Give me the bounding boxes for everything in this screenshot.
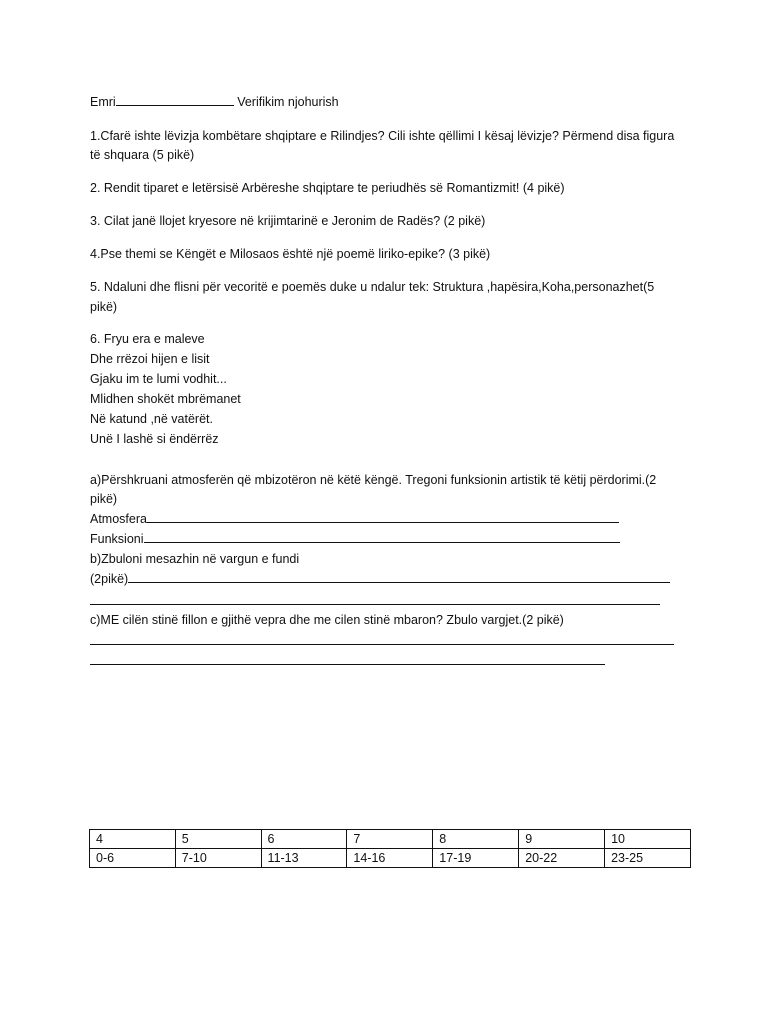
points-range-row — [90, 849, 691, 868]
answer-rule[interactable] — [90, 664, 605, 665]
answer-rule[interactable] — [90, 644, 674, 645]
poem-line: Në katund ,në vatërët. — [90, 412, 213, 426]
funksioni-blank[interactable] — [144, 529, 620, 543]
grade-cell: 8 — [433, 830, 519, 849]
poem-line: Mlidhen shokët mbrëmanet — [90, 392, 241, 406]
subquestion-c: c)ME cilën stinë fillon e gjithë vepra dhe me cilen stinë mbaron? Zbulo vargjet.(2 pikë) — [90, 613, 564, 627]
grade-cell: 9 — [519, 830, 605, 849]
subquestion-b-points: (2pikë) — [90, 572, 129, 586]
range-cell: 0-6 — [90, 849, 176, 868]
range-cell: 17-19 — [433, 849, 519, 868]
atmosfera-label: Atmosfera — [90, 512, 147, 526]
question-5-line-2: pikë) — [90, 300, 118, 314]
poem-line: Unë I lashë si ëndërrëz — [90, 432, 219, 446]
name-blank — [116, 92, 234, 106]
poem-line: Dhe rrëzoi hijen e lisit — [90, 352, 210, 366]
question-3: 3. Cilat janë llojet kryesore në krijimtarinë e Jeronim de Radës? (2 pikë) — [90, 214, 486, 228]
answer-rule[interactable] — [90, 604, 660, 605]
subquestion-a-line-2: pikë) — [90, 492, 118, 506]
subquestion-b: b)Zbuloni mesazhin në vargun e fundi — [90, 552, 300, 566]
header-line — [90, 92, 339, 112]
question-6-label: 6. Fryu era e maleve — [90, 332, 205, 346]
atmosfera-blank[interactable] — [147, 509, 619, 523]
poem-line: Gjaku im te lumi vodhit... — [90, 372, 227, 386]
question-2: 2. Rendit tiparet e letërsisë Arbëreshe shqiptare te periudhës së Romantizmit! (4 pikë) — [90, 181, 565, 195]
range-cell: 23-25 — [605, 849, 691, 868]
funksioni-answer-line — [90, 529, 620, 549]
range-cell: 14-16 — [347, 849, 433, 868]
question-4: 4.Pse themi se Këngët e Milosaos është një poemë liriko-epike? (3 pikë) — [90, 247, 491, 261]
subquestion-a-line-1: a)Përshkruani atmosferën që mbizotëron në këtë këngë. Tregoni funksionin artistik të këtij përdorimi.(2 — [90, 473, 657, 487]
name-label: Emri — [90, 95, 116, 109]
question-1-line-2: të shquara (5 pikë) — [90, 148, 195, 162]
grade-cell: 6 — [261, 830, 347, 849]
funksioni-label: Funksioni — [90, 532, 144, 546]
atmosfera-answer-line — [90, 509, 619, 529]
grade-row — [90, 830, 691, 849]
worksheet-title: Verifikim njohurish — [237, 95, 339, 109]
grade-cell: 10 — [605, 830, 691, 849]
subquestion-b-answer-line — [90, 569, 670, 589]
question-1-line-1: 1.Cfarë ishte lëvizja kombëtare shqiptare e Rilindjes? Cili ishte qëllimi I kësaj lëvizje? Përmend disa figura — [90, 129, 675, 143]
range-cell: 20-22 — [519, 849, 605, 868]
range-cell: 11-13 — [261, 849, 347, 868]
grade-cell: 7 — [347, 830, 433, 849]
grade-cell: 4 — [90, 830, 176, 849]
grading-table — [89, 829, 691, 868]
grade-cell: 5 — [175, 830, 261, 849]
question-5-line-1: 5. Ndaluni dhe flisni për vecoritë e poemës duke u ndalur tek: Struktura ,hapësira,Koha,personazhet(5 — [90, 280, 655, 294]
subquestion-b-blank[interactable] — [128, 569, 670, 583]
range-cell: 7-10 — [175, 849, 261, 868]
